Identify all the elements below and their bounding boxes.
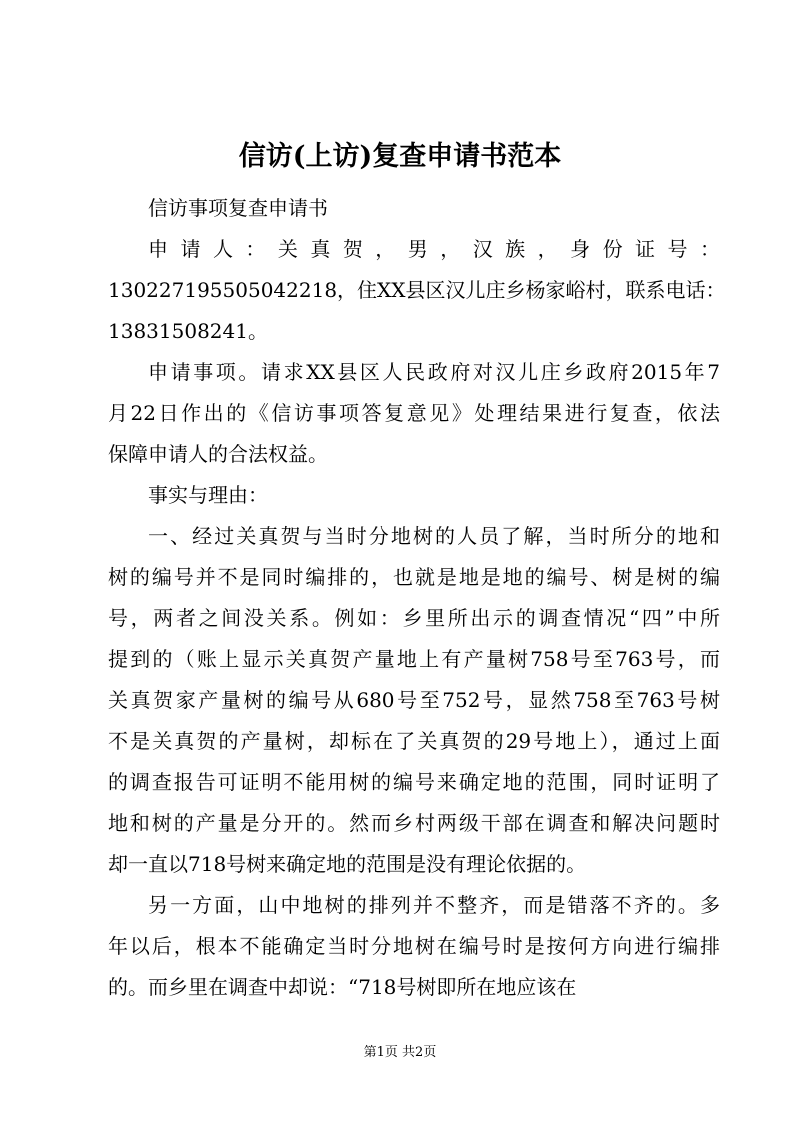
para1-line: 关真贺家产量树的编号从680号至752号，显然758至763号树 [108, 688, 720, 712]
request-line-1: 申请事项。请求XX县区人民政府对汉儿庄乡政府2015年7 [148, 360, 720, 384]
page-footer: 第1页 共2页 [363, 1045, 437, 1060]
para1-line: 号，两者之间没关系。例如：乡里所出示的调查情况“四”中所 [108, 606, 720, 630]
request-line-2: 月22日作出的《信访事项答复意见》处理结果进行复查，依法 [108, 401, 720, 425]
para1-line: 地和树的产量是分开的。然而乡村两级干部在调查和解决问题时 [108, 811, 720, 835]
subtitle: 信访事项复查申请书 [148, 196, 328, 220]
facts-heading: 事实与理由： [148, 483, 268, 507]
applicant-line-1: 申请人：关真贺，男，汉族，身份证号： [148, 237, 720, 261]
applicant-line-2: 130227195505042218，住XX县区汉儿庄乡杨家峪村，联系电话： [108, 278, 726, 302]
para2-line: 另一方面，山中地树的排列并不整齐，而是错落不齐的。多 [148, 893, 720, 917]
para2-line: 的。而乡里在调查中却说：“718号树即所在地应该在 [108, 975, 577, 999]
para1-line: 提到的（账上显示关真贺产量地上有产量树758号至763号，而 [108, 647, 720, 671]
document-title: 信访(上访)复查申请书范本 [238, 141, 562, 172]
para1-line: 的调查报告可证明不能用树的编号来确定地的范围，同时证明了 [108, 770, 720, 794]
request-line-3: 保障申请人的合法权益。 [108, 442, 328, 466]
para2-line: 年以后，根本不能确定当时分地树在编号时是按何方向进行编排 [108, 934, 720, 958]
para1-line: 一、经过关真贺与当时分地树的人员了解，当时所分的地和 [148, 524, 720, 548]
para1-line: 树的编号并不是同时编排的，也就是地是地的编号、树是树的编 [108, 565, 720, 589]
document-body [108, 188, 726, 1008]
applicant-line-3: 13831508241。 [108, 319, 268, 343]
para1-line: 却一直以718号树来确定地的范围是没有理论依据的。 [108, 852, 587, 876]
para1-line: 不是关真贺的产量树，却标在了关真贺的29号地上），通过上面 [108, 729, 720, 753]
